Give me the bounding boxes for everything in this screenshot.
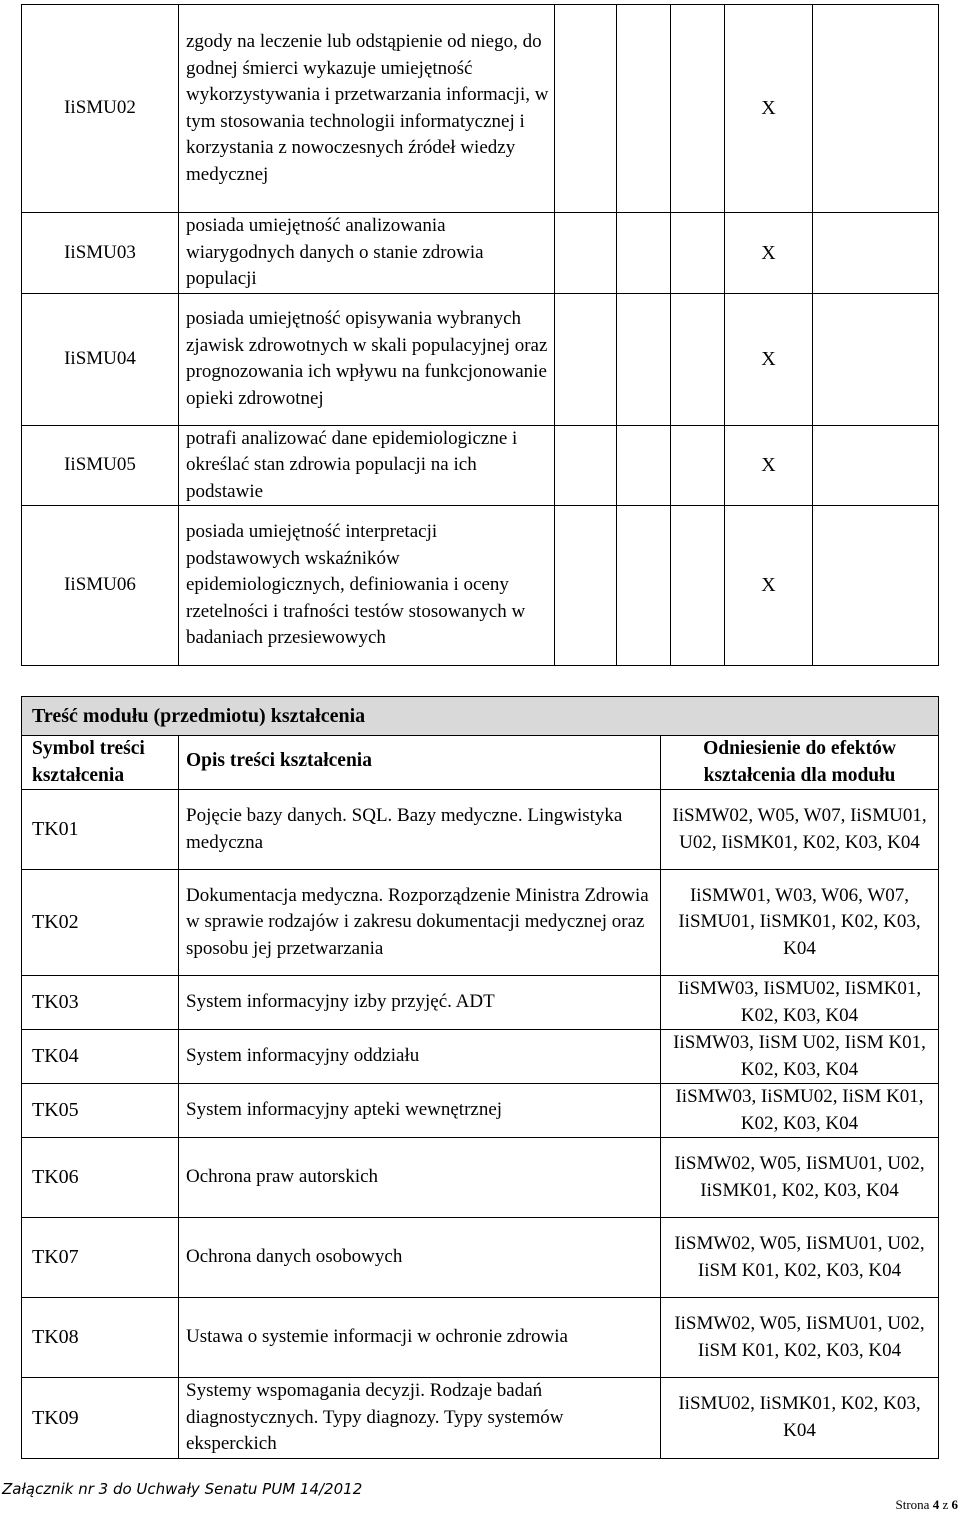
empty-cell [555, 506, 617, 666]
table-row [22, 1138, 939, 1218]
page-label: Strona [895, 1497, 930, 1512]
outcome-mark: X [725, 5, 813, 213]
empty-cell [617, 506, 671, 666]
empty-cell [555, 213, 617, 294]
content-description: Pojęcie bazy danych. SQL. Bazy medyczne. Lingwistyka medyczna [179, 790, 661, 870]
empty-cell [671, 5, 725, 213]
outcome-description: potrafi analizować dane epidemiologiczne i określać stan zdrowia populacji na ich podstawie [179, 425, 555, 506]
empty-cell [813, 506, 939, 666]
table-title: Treść modułu (przedmiotu) kształcenia [22, 697, 939, 736]
outcome-code: IiSMU04 [22, 293, 179, 425]
content-reference: IiSMW02, W05, W07, IiSMU01, U02, IiSMK01, K02, K03, K04 [661, 790, 939, 870]
empty-cell [813, 293, 939, 425]
outcome-description: zgody na leczenie lub odstąpienie od niego, do godnej śmierci wykazuje umiejętność wykorzystywania i przetwarzania informacji, w tym stosowania technologii informatycznej i korzystania z nowoczesnych źródeł wiedzy medycznej [179, 5, 555, 213]
page-number [896, 1497, 958, 1513]
content-symbol: TK07 [22, 1218, 179, 1298]
outcome-mark: X [725, 293, 813, 425]
empty-cell [671, 213, 725, 294]
outcome-mark: X [725, 213, 813, 294]
content-reference: IiSMW02, W05, IiSMU01, U02, IiSM K01, K02, K03, K04 [661, 1298, 939, 1378]
table-row [22, 425, 939, 506]
content-symbol: TK06 [22, 1138, 179, 1218]
content-reference: IiSMW01, W03, W06, W07, IiSMU01, IiSMK01, K02, K03, K04 [661, 870, 939, 976]
table-row [22, 1030, 939, 1084]
content-description: System informacyjny izby przyjęć. ADT [179, 976, 661, 1030]
content-description: Ustawa o systemie informacji w ochronie zdrowia [179, 1298, 661, 1378]
content-reference: IiSMW03, IiSM U02, IiSM K01, K02, K03, K04 [661, 1030, 939, 1084]
content-reference: IiSMW02, W05, IiSMU01, U02, IiSMK01, K02, K03, K04 [661, 1138, 939, 1218]
empty-cell [617, 293, 671, 425]
table-row [22, 976, 939, 1030]
outcome-code: IiSMU05 [22, 425, 179, 506]
empty-cell [671, 506, 725, 666]
content-symbol: TK05 [22, 1084, 179, 1138]
course-content-table [21, 696, 939, 1459]
outcome-description: posiada umiejętność opisywania wybranych zjawisk zdrowotnych w skali populacyjnej oraz prognozowania ich wpływu na funkcjonowanie opieki zdrowotnej [179, 293, 555, 425]
table-row [22, 506, 939, 666]
empty-cell [813, 5, 939, 213]
content-symbol: TK03 [22, 976, 179, 1030]
outcome-code: IiSMU02 [22, 5, 179, 213]
content-description: Systemy wspomagania decyzji. Rodzaje badań diagnostycznych. Typy diagnozy. Typy systemów eksperckich [179, 1378, 661, 1459]
outcome-description: posiada umiejętność analizowania wiarygodnych danych o stanie zdrowia populacji [179, 213, 555, 294]
content-description: Ochrona danych osobowych [179, 1218, 661, 1298]
empty-cell [555, 5, 617, 213]
header-description: Opis treści kształcenia [179, 736, 661, 790]
footer-attachment: Załącznik nr 3 do Uchwały Senatu PUM 14/2012 [2, 1480, 363, 1498]
content-symbol: TK02 [22, 870, 179, 976]
table-row [22, 1218, 939, 1298]
page-current: 4 [932, 1497, 940, 1512]
outcome-code: IiSMU06 [22, 506, 179, 666]
empty-cell [671, 425, 725, 506]
empty-cell [617, 425, 671, 506]
table-row [22, 790, 939, 870]
table-row [22, 1084, 939, 1138]
page-separator: z [942, 1497, 949, 1512]
content-symbol: TK09 [22, 1378, 179, 1459]
content-reference: IiSMW02, W05, IiSMU01, U02, IiSM K01, K02, K03, K04 [661, 1218, 939, 1298]
content-reference: IiSMW03, IiSMU02, IiSM K01, K02, K03, K04 [661, 1084, 939, 1138]
empty-cell [617, 5, 671, 213]
empty-cell [813, 425, 939, 506]
table-row [22, 293, 939, 425]
content-description: System informacyjny apteki wewnętrznej [179, 1084, 661, 1138]
table-row [22, 5, 939, 213]
page-total: 6 [951, 1497, 958, 1512]
empty-cell [555, 293, 617, 425]
content-symbol: TK04 [22, 1030, 179, 1084]
content-symbol: TK01 [22, 790, 179, 870]
outcome-code: IiSMU03 [22, 213, 179, 294]
table-title-row [22, 697, 939, 736]
outcome-mark: X [725, 425, 813, 506]
header-symbol: Symbol treści kształcenia [22, 736, 179, 790]
content-reference: IiSMU02, IiSMK01, K02, K03, K04 [661, 1378, 939, 1459]
content-reference: IiSMW03, IiSMU02, IiSMK01, K02, K03, K04 [661, 976, 939, 1030]
table-row [22, 870, 939, 976]
header-reference: Odniesienie do efektów kształcenia dla modułu [661, 736, 939, 790]
table-row [22, 1378, 939, 1459]
content-description: Ochrona praw autorskich [179, 1138, 661, 1218]
empty-cell [555, 425, 617, 506]
content-description: System informacyjny oddziału [179, 1030, 661, 1084]
table-row [22, 213, 939, 294]
empty-cell [617, 213, 671, 294]
empty-cell [671, 293, 725, 425]
content-symbol: TK08 [22, 1298, 179, 1378]
content-description: Dokumentacja medyczna. Rozporządzenie Ministra Zdrowia w sprawie rodzajów i zakresu dokumentacji medycznej oraz sposobu jej przetwarzania [179, 870, 661, 976]
table-header-row [22, 736, 939, 790]
outcome-mark: X [725, 506, 813, 666]
empty-cell [813, 213, 939, 294]
outcome-description: posiada umiejętność interpretacji podstawowych wskaźników epidemiologicznych, definiowania i oceny rzetelności i trafności testów stosowanych w badaniach przesiewowych [179, 506, 555, 666]
table-row [22, 1298, 939, 1378]
learning-outcomes-table [21, 4, 939, 666]
